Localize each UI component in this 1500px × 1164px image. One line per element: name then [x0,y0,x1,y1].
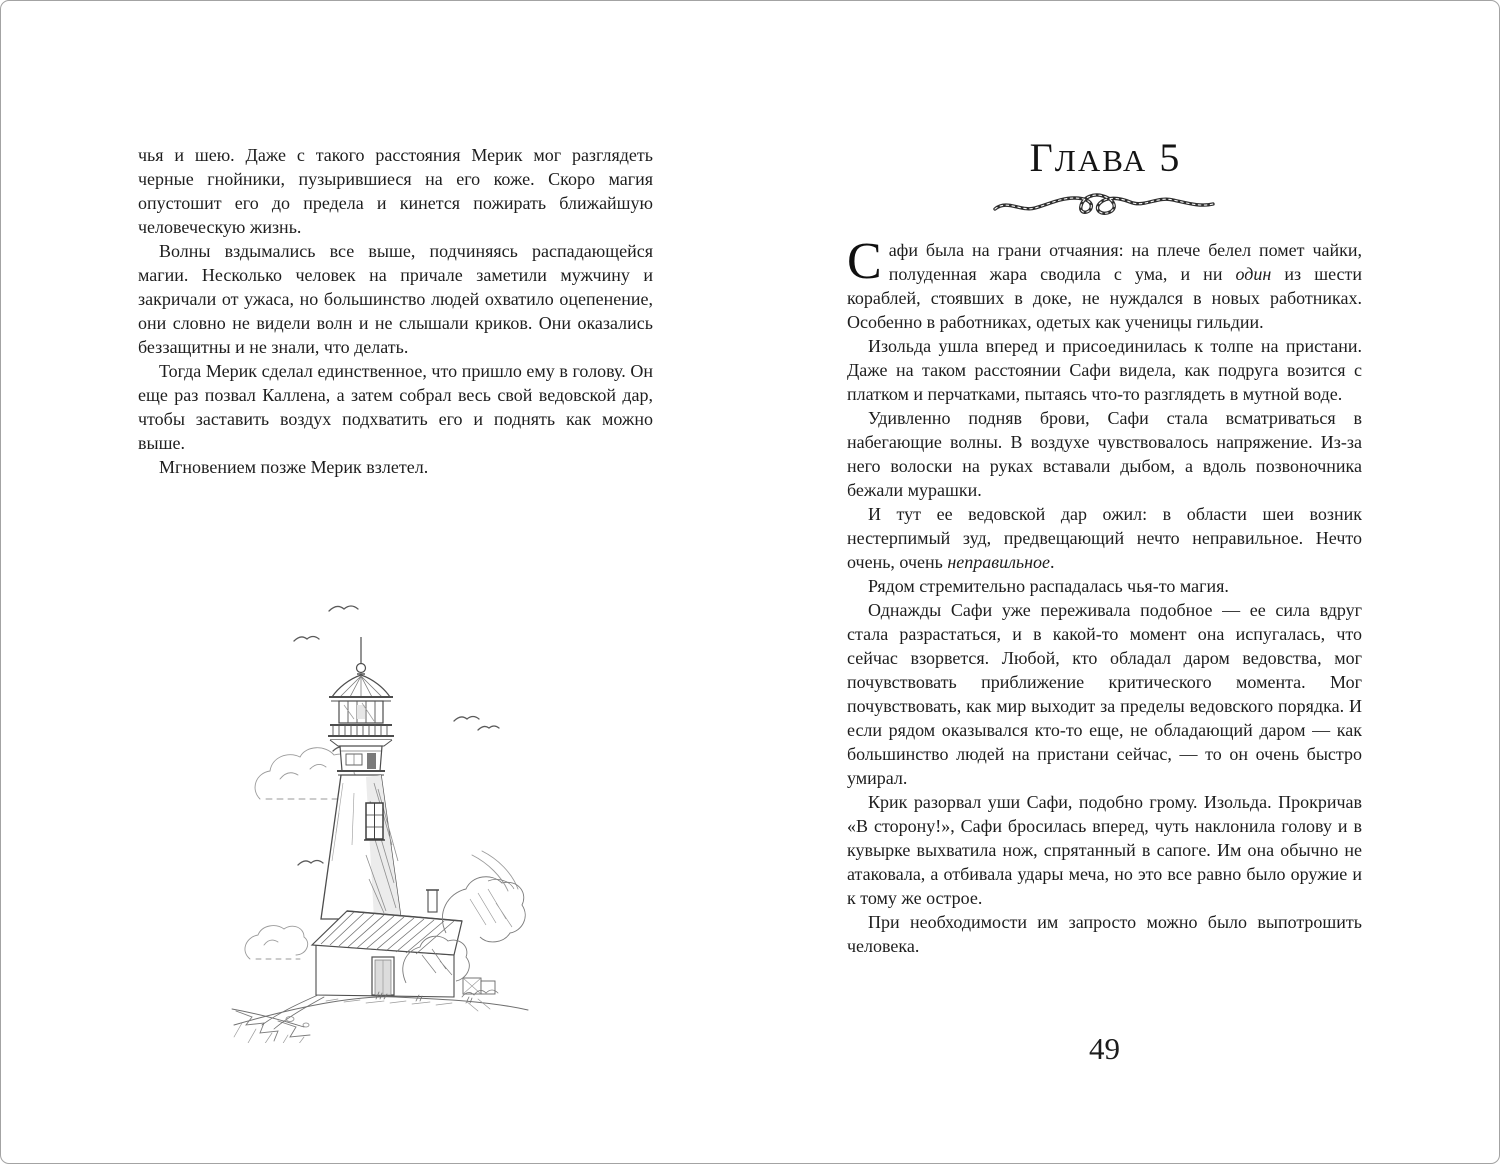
text-segment: При необходимости им запросто можно было выпотрошить человека. [847,912,1362,956]
right-page-text [847,233,1363,958]
paragraph [138,455,653,479]
text-segment: Однажды Сафи уже переживала подобное — ее сила вдруг стала разрастаться, и в какой-то момент она испугалась, что сейчас взорвется. Любой, кто обладал даром ведовства, мог почувствовать приближение критического момента. Мог почувствовать, как мир выходит за пределы ведовского порядка. И если рядом оказывался кто-то еще, не обладающий даром — как большинство людей на пристани сейчас, — то он очень быстро умирал. [847,600,1362,788]
lighthouse-illustration [226,593,536,1043]
text-segment: Тогда Мерик сделал единственное, что пришло ему в голову. Он еще раз позвал Каллена, а затем собрал весь свой ведовской дар, чтобы заставить воздух подхватить его и поднять как можно выше. [138,361,653,453]
gallery-railing [333,725,387,736]
text-segment: чья и шею. Даже с такого расстояния Мерик мог разглядеть черные гнойники, пузырившиеся на его коже. Скоро магия опустошит его до предела и кинется пожирать ближайшую человеческую жизнь. [138,145,653,237]
rope-knot-ornament [989,185,1219,219]
chapter-number: 5 [1159,135,1180,180]
text-segment: Мгновением позже Мерик взлетел. [159,457,429,477]
rocky-ground [232,990,528,1043]
bird-icon [454,717,479,722]
paragraph [847,406,1362,502]
chapter-heading [847,134,1362,181]
paragraph [847,598,1362,790]
chapter-word-initial: Г [1029,135,1055,180]
italic-text: один [1235,264,1272,284]
bird-icon [478,726,499,730]
page-number: 49 [1089,1031,1120,1066]
paragraph [138,359,653,455]
text-segment: из шести кораблей, стоявших в доке, не нуждался в новых работниках. Особенно в работниках, одетых как ученицы гильдии. [847,264,1363,332]
paragraph [138,143,653,239]
paragraph [847,334,1362,406]
text-segment: афи была на грани отчаяния: на плече белел помет чайки, полуденная жара сводила с ума, и ни [888,240,1362,284]
drop-cap: С [847,233,882,290]
bird-icon [329,606,358,611]
text-segment: Рядом стремительно распадалась чья-то магия. [868,576,1229,596]
italic-text: неправильное [947,552,1051,572]
paragraph [847,233,1363,334]
paragraph [847,574,1362,598]
lighthouse-tower [321,637,401,919]
text-segment: И тут ее ведовской дар ожил: в области шеи возник нестерпимый зуд, предвещающий нечто неправильное. Нечто очень, очень [847,504,1362,572]
paragraph [847,910,1362,958]
text-segment: Волны вздымались все выше, подчиняясь распадающейся магии. Несколько человек на причале заметили мужчину и закричали от ужаса, но большинство людей охватило оцепенение, они словно не видели волн и не слышали криков. Они оказались беззащитны и не знали, что делать. [138,241,653,357]
text-segment: Изольда ушла вперед и присоединилась к толпе на пристани. Даже на таком расстоянии Сафи видела, как подруга возится с платком и перчатками, пытаясь что-то разглядеть в мутной воде. [847,336,1362,404]
bird-icon [298,861,323,866]
paragraph [847,790,1362,910]
left-page-text [138,143,653,479]
text-segment: Удивленно подняв брови, Сафи стала всматриваться в набегающие волны. В воздухе чувствовалось напряжение. Из-за него волоски на руках вставали дыбом, а вдоль позвоночника бежали мурашки. [847,408,1362,500]
text-segment: . [1050,552,1055,572]
paragraph [847,502,1362,574]
text-segment: Крик разорвал уши Сафи, подобно грому. Изольда. Прокричав «В сторону!», Сафи бросилась вперед, чуть наклонила голову и в кувырке выхватила нож, спрятанный в сапоге. Им она обычно не атаковала, а отбивала удары меча, но это все равно было оружие и к тому же острое. [847,792,1362,908]
bird-icon [294,637,319,642]
chapter-word-rest: ЛАВА [1054,143,1148,178]
paragraph [138,239,653,359]
